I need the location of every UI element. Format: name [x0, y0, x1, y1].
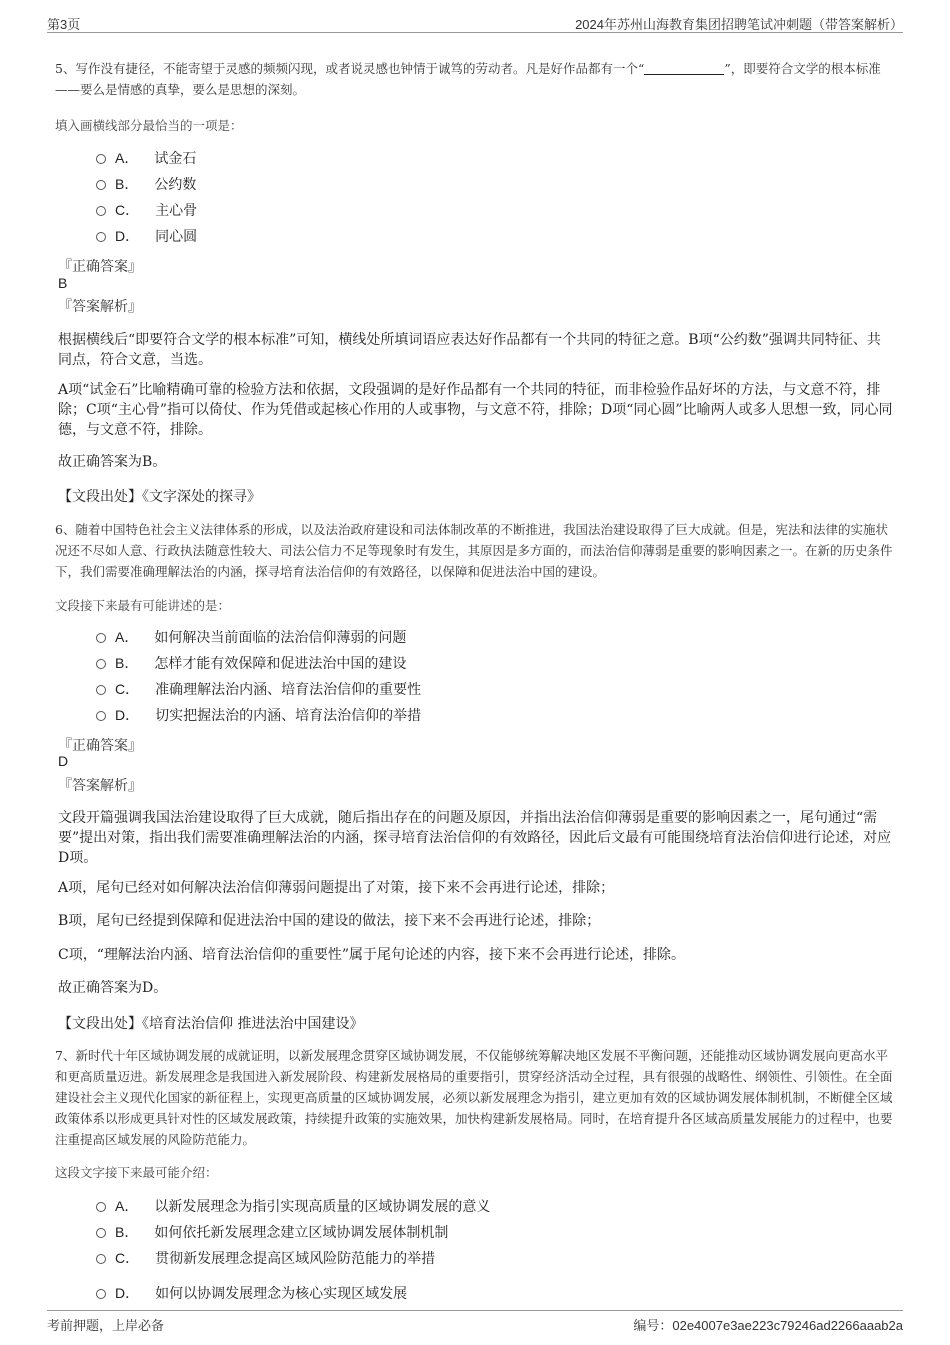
- q5-analysis-paragraph: 故正确答案为B。: [58, 454, 167, 470]
- radio-icon[interactable]: [96, 232, 106, 242]
- q6-option-a[interactable]: A． 如何解决当前面临的法治信仰薄弱的问题: [96, 626, 406, 648]
- q6-option-d[interactable]: D． 切实把握法治的内涵、培育法治信仰的举措: [96, 704, 421, 726]
- q6-option-b[interactable]: B． 怎样才能有效保障和促进法治中国的建设: [96, 652, 406, 674]
- q5-analysis-paragraph: 根据横线后“即要符合文学的根本标准”可知，横线处所填词语应表达好作品都有一个共同的特征之意。B项“公约数”强调共同特征、共同点，符合文意，当选。: [58, 332, 881, 368]
- radio-icon[interactable]: [96, 711, 106, 721]
- radio-icon[interactable]: [96, 154, 106, 164]
- q6-stem: 6、随着中国特色社会主义法律体系的形成，以及法治政府建设和司法体制改革的不断推进，我国法治建设取得了巨大成就。但是，宪法和法律的实施状况还不尽如人意、行政执法随意性较大、司法公信力不足等现象时有发生，其原因是多方面的，而法治信仰薄弱是重要的影响因素之一。在新的历史条件下，我们需要准确理解法治的内涵，探寻培育法治信仰的有效路径，以保障和促进法治中国的建设。: [55, 522, 893, 579]
- q6-analysis-paragraph: B项，尾句已经提到保障和促进法治中国的建设的做法，接下来不会再进行论述，排除；: [58, 913, 601, 929]
- q7-option-d[interactable]: D． 如何以协调发展理念为核心实现区域发展: [96, 1282, 407, 1304]
- q6-prompt: 文段接下来最有可能讲述的是：: [55, 598, 231, 613]
- q5-answer-label: 『正确答案』: [58, 259, 142, 275]
- radio-icon[interactable]: [96, 633, 106, 643]
- document-title: 2024年苏州山海教育集团招聘笔试冲刺题（带答案解析）: [575, 17, 903, 32]
- q5-option-a[interactable]: A． 试金石: [96, 147, 196, 169]
- q5-stem: 5、写作没有捷径，不能寄望于灵感的频频闪现，或者说灵感也钟情于诚笃的劳动者。凡是好作品都有一个“ ”，即要符合文学的根本标准——要么是情感的真挚，要么是思想的深刻。: [55, 61, 881, 97]
- blank-line: [644, 62, 724, 75]
- document-code-label: 编号：: [633, 1318, 673, 1333]
- q6-analysis-paragraph: 故正确答案为D。: [58, 980, 168, 996]
- footer-slogan: 考前押题，上岸必备: [47, 1319, 165, 1334]
- radio-icon[interactable]: [96, 659, 106, 669]
- radio-icon[interactable]: [96, 206, 106, 216]
- document-code: [633, 1315, 903, 1334]
- q5-source: 【文段出处】《文字深处的探寻》: [58, 489, 261, 505]
- q6-option-c[interactable]: C． 准确理解法治内涵、培育法治信仰的重要性: [96, 678, 421, 700]
- document-code-value: 02e4007e3ae223c79246ad2266aaab2a: [672, 1318, 903, 1333]
- q6-answer: D: [58, 753, 69, 769]
- q6-source: 【文段出处】《培育法治信仰 推进法治中国建设》: [58, 1016, 364, 1032]
- page-header: [47, 12, 903, 33]
- radio-icon[interactable]: [96, 1254, 106, 1264]
- q6-analysis-paragraph: C项，“理解法治内涵、培育法治信仰的重要性”属于尾句论述的内容，接下来不会再进行论述，排除。: [58, 947, 686, 963]
- q6-answer-label: 『正确答案』: [58, 738, 142, 754]
- q7-stem: 7、新时代十年区域协调发展的成就证明，以新发展理念贯穿区域协调发展，不仅能够统筹解决地区发展不平衡问题，还能推动区域协调发展向更高水平和更高质量迈进。新发展理念是我国进入新发展阶段、构建新发展格局的重要指引，贯穿经济活动全过程，具有很强的战略性、纲领性、引领性。在全面建设社会主义现代化国家的新征程上，实现更高质量的区域协调发展，必须以新发展理念为指引，建立更加有效的区域协调发展体制机制，不断健全区域政策体系以形成更具针对性的区域发展政策，持续提升政策的实施效果，加快构建新发展格局。同时，在培育提升各区域高质量发展能力的过程中，也要注重提高区域发展的风险防范能力。: [55, 1048, 893, 1147]
- q5-option-d[interactable]: D． 同心圆: [96, 225, 197, 247]
- q6-analysis-paragraph: 文段开篇强调我国法治建设取得了巨大成就，随后指出存在的问题及原因，并指出法治信仰薄弱是重要的影响因素之一，尾句通过“需要”提出对策，指出我们需要准确理解法治的内涵，探寻培育法治信仰的有效路径，因此后文最有可能围绕培育法治信仰进行论述，对应D项。: [58, 810, 892, 866]
- radio-icon[interactable]: [96, 1289, 106, 1299]
- q6-analysis-paragraph: A项，尾句已经对如何解决法治信仰薄弱问题提出了对策，接下来不会再进行论述，排除；: [58, 880, 615, 896]
- q5-option-b[interactable]: B． 公约数: [96, 173, 196, 195]
- q7-option-c[interactable]: C． 贯彻新发展理念提高区域风险防范能力的举措: [96, 1247, 435, 1269]
- page-footer: [47, 1310, 903, 1333]
- page-number: 第3页: [47, 17, 81, 32]
- q5-analysis-paragraph: A项“试金石”比喻精确可靠的检验方法和依据，文段强调的是好作品都有一个共同的特征，而非检验作品好坏的方法，与文意不符，排除；C项“主心骨”指可以倚仗、作为凭借或起核心作用的人或事物，与文意不符，排除；D项“同心圆”比喻两人或多人思想一致，同心同德，与文意不符，排除。: [58, 382, 893, 438]
- q5-answer: B: [58, 275, 68, 291]
- q5-analysis-label: 『答案解析』: [58, 299, 142, 315]
- radio-icon[interactable]: [96, 1202, 106, 1212]
- q5-option-c[interactable]: C． 主心骨: [96, 199, 197, 221]
- radio-icon[interactable]: [96, 685, 106, 695]
- q7-option-b[interactable]: B． 如何依托新发展理念建立区域协调发展体制机制: [96, 1221, 448, 1243]
- q7-option-a[interactable]: A． 以新发展理念为指引实现高质量的区域协调发展的意义: [96, 1195, 490, 1217]
- radio-icon[interactable]: [96, 180, 106, 190]
- q5-prompt: 填入画横线部分最恰当的一项是：: [55, 118, 243, 133]
- q7-prompt: 这段文字接下来最可能介绍：: [55, 1165, 218, 1180]
- radio-icon[interactable]: [96, 1228, 106, 1238]
- q6-analysis-label: 『答案解析』: [58, 778, 142, 794]
